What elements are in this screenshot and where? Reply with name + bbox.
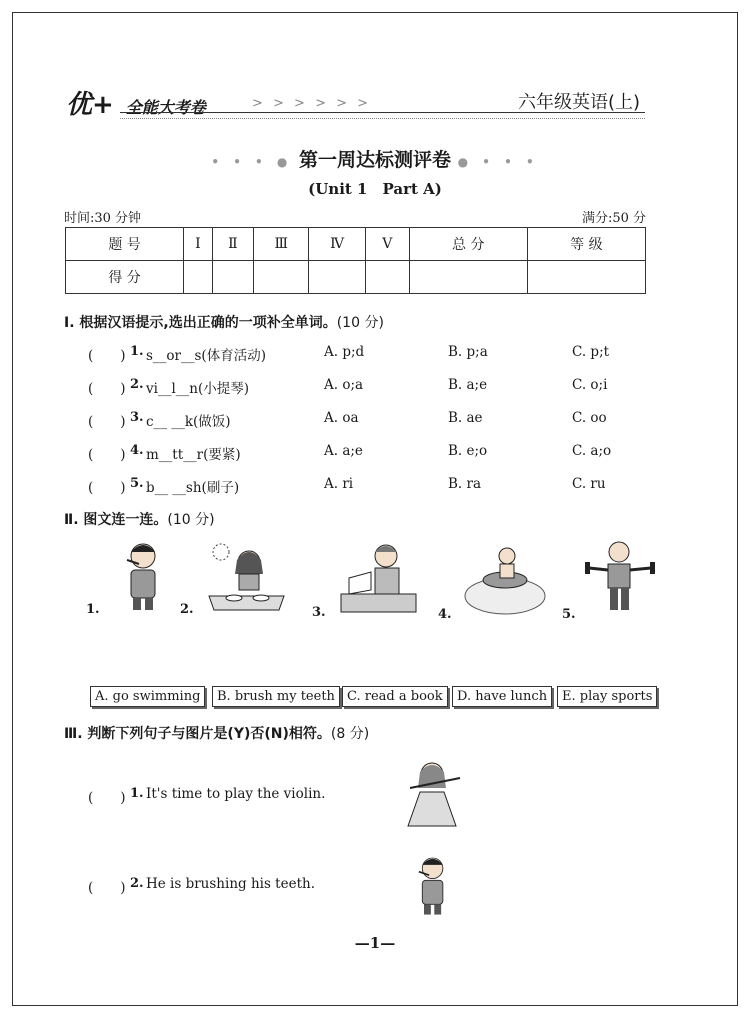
cell-header: Ⅱ bbox=[212, 228, 254, 261]
grade-subject: 六年级英语(上) bbox=[517, 92, 640, 113]
option-a[interactable]: A. go swimming bbox=[90, 686, 205, 707]
score-cell[interactable] bbox=[309, 261, 366, 294]
choice-a: A. ri bbox=[324, 476, 354, 492]
cell-header: Ⅳ bbox=[309, 228, 366, 261]
answer-blank[interactable]: ( ) bbox=[88, 790, 126, 806]
cell-header: 题 号 bbox=[66, 228, 184, 261]
choice-c: C. a;o bbox=[572, 443, 612, 459]
section2-title: Ⅱ. 图文连一连。(10 分) bbox=[64, 512, 215, 528]
answer-blank[interactable]: ( ) bbox=[88, 447, 126, 463]
question-number: 1. bbox=[130, 344, 144, 359]
picture-girl-violin bbox=[400, 758, 470, 830]
score-cell[interactable] bbox=[527, 261, 645, 294]
cell-label: 得 分 bbox=[66, 261, 184, 294]
logo: 优+ 全能大考卷 bbox=[66, 90, 206, 120]
cell-header: 等 级 bbox=[527, 228, 645, 261]
choice-a: A. oa bbox=[324, 410, 359, 426]
question-number: 2. bbox=[130, 377, 144, 392]
picture-1-boy-brushing: 1. bbox=[86, 538, 175, 617]
picture-2-girl-lunch: 2. bbox=[180, 538, 289, 617]
picture-3-reading-book: 3. bbox=[312, 538, 421, 620]
option-e[interactable]: E. play sports bbox=[557, 686, 657, 707]
header-dotted-divider bbox=[120, 118, 645, 119]
choice-a: A. p;d bbox=[324, 344, 365, 360]
picture-4-swimming: 4. bbox=[438, 538, 547, 622]
answer-blank[interactable]: ( ) bbox=[88, 414, 126, 430]
section1-question-5 bbox=[88, 476, 688, 496]
question-number: 3. bbox=[130, 410, 144, 425]
cell-header: Ⅲ bbox=[254, 228, 309, 261]
section3-title: Ⅲ. 判断下列句子与图片是(Y)否(N)相符。(8 分) bbox=[64, 726, 370, 742]
section3-question-1: ( ) 1. It's time to play the violin. bbox=[88, 786, 326, 806]
header-divider bbox=[120, 112, 645, 113]
question-text: b__ __sh(刷子) bbox=[146, 480, 240, 496]
choice-b: B. ae bbox=[448, 410, 483, 426]
exam-title: • • • ● 第一周达标测评卷 ● • • • bbox=[211, 149, 539, 171]
page-number: —1— bbox=[354, 934, 396, 952]
question-number: 5. bbox=[130, 476, 144, 491]
picture-5-exercise: 5. bbox=[562, 538, 661, 622]
score-cell[interactable] bbox=[409, 261, 527, 294]
cell-header: 总 分 bbox=[409, 228, 527, 261]
choice-b: B. p;a bbox=[448, 344, 488, 360]
time-limit: 时间:30 分钟 bbox=[64, 211, 142, 226]
score-cell[interactable] bbox=[254, 261, 309, 294]
section3-question-2: ( ) 2. He is brushing his teeth. bbox=[88, 876, 315, 896]
score-table bbox=[65, 227, 646, 294]
option-b[interactable]: B. brush my teeth bbox=[212, 686, 340, 707]
option-c[interactable]: C. read a book bbox=[342, 686, 448, 707]
choice-b: B. e;o bbox=[448, 443, 488, 459]
choice-c: C. oo bbox=[572, 410, 607, 426]
answer-blank[interactable]: ( ) bbox=[88, 348, 126, 364]
picture-boy-brushing bbox=[400, 846, 460, 924]
choice-a: A. a;e bbox=[324, 443, 363, 459]
answer-blank[interactable]: ( ) bbox=[88, 480, 126, 496]
choice-c: C. o;i bbox=[572, 377, 608, 393]
choice-b: B. a;e bbox=[448, 377, 488, 393]
section1-question-2 bbox=[88, 377, 688, 397]
choice-a: A. o;a bbox=[324, 377, 364, 393]
header-arrows: > > > > > > bbox=[252, 96, 372, 111]
section1-question-4 bbox=[88, 443, 688, 463]
option-d[interactable]: D. have lunch bbox=[452, 686, 552, 707]
exam-subtitle: (Unit 1 Part A) bbox=[308, 180, 442, 198]
section1-question-1 bbox=[88, 344, 688, 364]
question-text: vi__l__n(小提琴) bbox=[146, 381, 249, 397]
score-cell[interactable] bbox=[212, 261, 254, 294]
cell-header: Ⅴ bbox=[365, 228, 409, 261]
answer-blank[interactable]: ( ) bbox=[88, 880, 126, 896]
section1-title: Ⅰ. 根据汉语提示,选出正确的一项补全单词。(10 分) bbox=[64, 315, 384, 331]
section1-question-3 bbox=[88, 410, 688, 430]
question-text: c__ __k(做饭) bbox=[146, 414, 231, 430]
full-score: 满分:50 分 bbox=[581, 211, 646, 226]
score-cell[interactable] bbox=[184, 261, 212, 294]
question-text: m__tt__r(要紧) bbox=[146, 447, 241, 463]
choice-c: C. ru bbox=[572, 476, 606, 492]
question-number: 4. bbox=[130, 443, 144, 458]
choice-c: C. p;t bbox=[572, 344, 610, 360]
score-cell[interactable] bbox=[365, 261, 409, 294]
cell-header: Ⅰ bbox=[184, 228, 212, 261]
choice-b: B. ra bbox=[448, 476, 482, 492]
question-text: s__or__s(体育活动) bbox=[146, 348, 266, 364]
answer-blank[interactable]: ( ) bbox=[88, 381, 126, 397]
